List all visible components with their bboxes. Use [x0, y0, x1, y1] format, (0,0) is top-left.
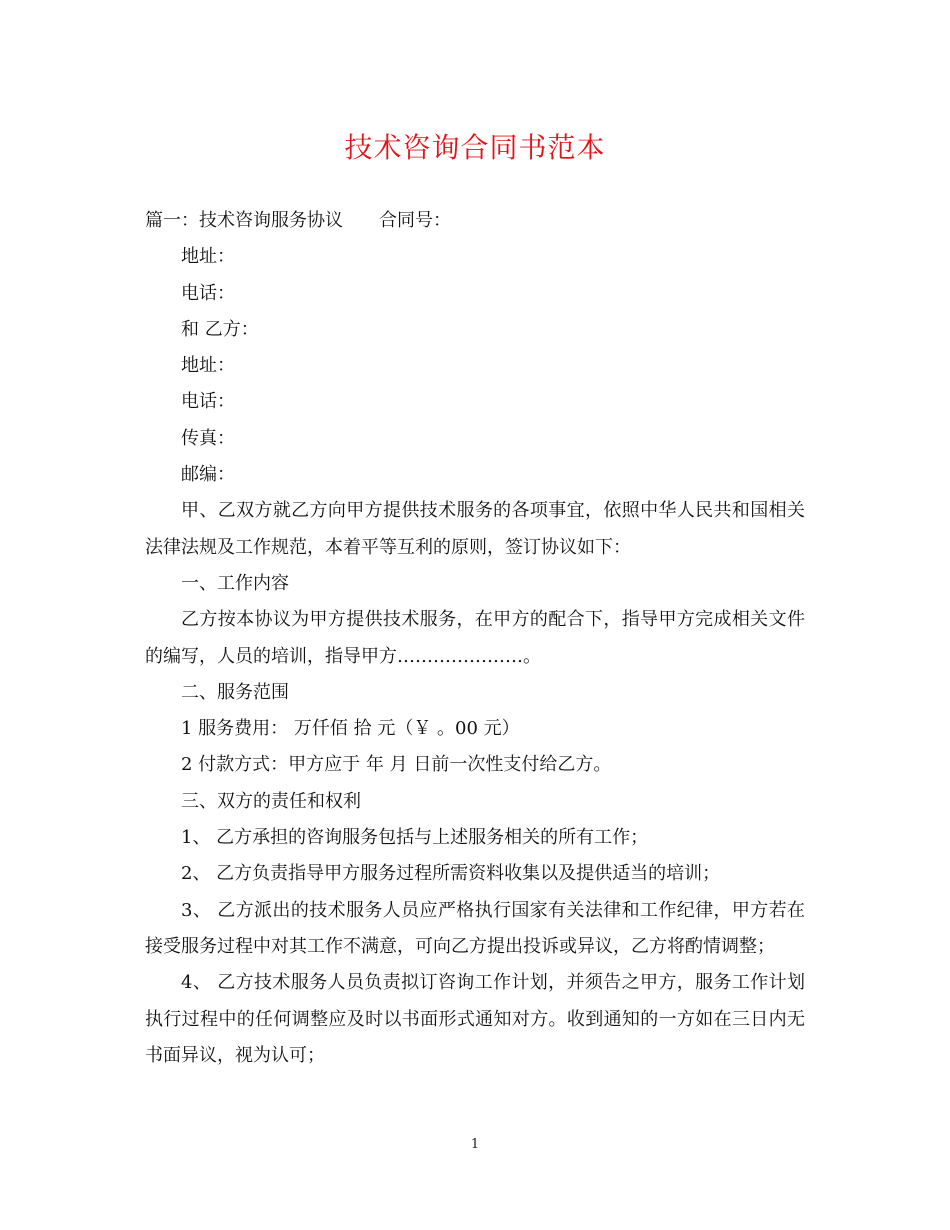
- clause-2: 2、 乙方负责指导甲方服务过程所需资料收集以及提供适当的培训；: [181, 863, 721, 885]
- party-field-phone-b: 电话：: [181, 391, 235, 413]
- section-heading-responsibilities: 三、双方的责任和权利: [181, 790, 361, 812]
- intro-paragraph: 甲、乙双方就乙方向甲方提供技术服务的各项事宜，依照中华人民共和国相关法律法规及工作规范，本着平等互利的原则，签订协议如下：: [145, 500, 805, 558]
- clause-1: 1、 乙方承担的咨询服务包括与上述服务相关的所有工作；: [181, 827, 649, 849]
- service-fee-line: 1 服务费用： 万仟佰 拾 元（￥ 。00 元）: [181, 718, 520, 740]
- party-field-party-b: 和 乙方：: [181, 318, 259, 340]
- party-field-address-a: 地址：: [181, 246, 235, 268]
- party-field-fax-b: 传真：: [181, 427, 235, 449]
- party-field-address-b: 地址：: [181, 355, 235, 377]
- work-content-paragraph: 乙方按本协议为甲方提供技术服务，在甲方的配合下，指导甲方完成相关文件的编写，人员的培训，指导甲方…………………。: [145, 609, 805, 667]
- payment-method-line: 2 付款方式：甲方应于 年 月 日前一次性支付给乙方。: [181, 754, 612, 776]
- party-field-phone-a: 电话：: [181, 282, 235, 304]
- document-body: [145, 203, 805, 1074]
- section-heading-service-scope: 二、服务范围: [181, 681, 289, 703]
- contract-number-label: 合同号：: [379, 210, 451, 231]
- page-number: 1: [470, 1137, 480, 1152]
- agreement-label: 篇一：技术咨询服务协议: [145, 210, 343, 231]
- section-heading-work-content: 一、工作内容: [181, 572, 289, 594]
- document-title: 技术咨询合同书范本: [344, 131, 606, 164]
- party-field-postcode-b: 邮编：: [181, 464, 235, 486]
- clause-3: 3、 乙方派出的技术服务人员应严格执行国家有关法律和工作纪律，甲方若在接受服务过程中对其工作不满意，可向乙方提出投诉或异议，乙方将酌情调整；: [145, 899, 805, 957]
- header-line: [145, 203, 805, 239]
- clause-4: 4、 乙方技术服务人员负责拟订咨询工作计划，并须告之甲方，服务工作计划执行过程中的任何调整应及时以书面形式通知对方。收到通知的一方如在三日内无书面异议，视为认可；: [145, 972, 805, 1066]
